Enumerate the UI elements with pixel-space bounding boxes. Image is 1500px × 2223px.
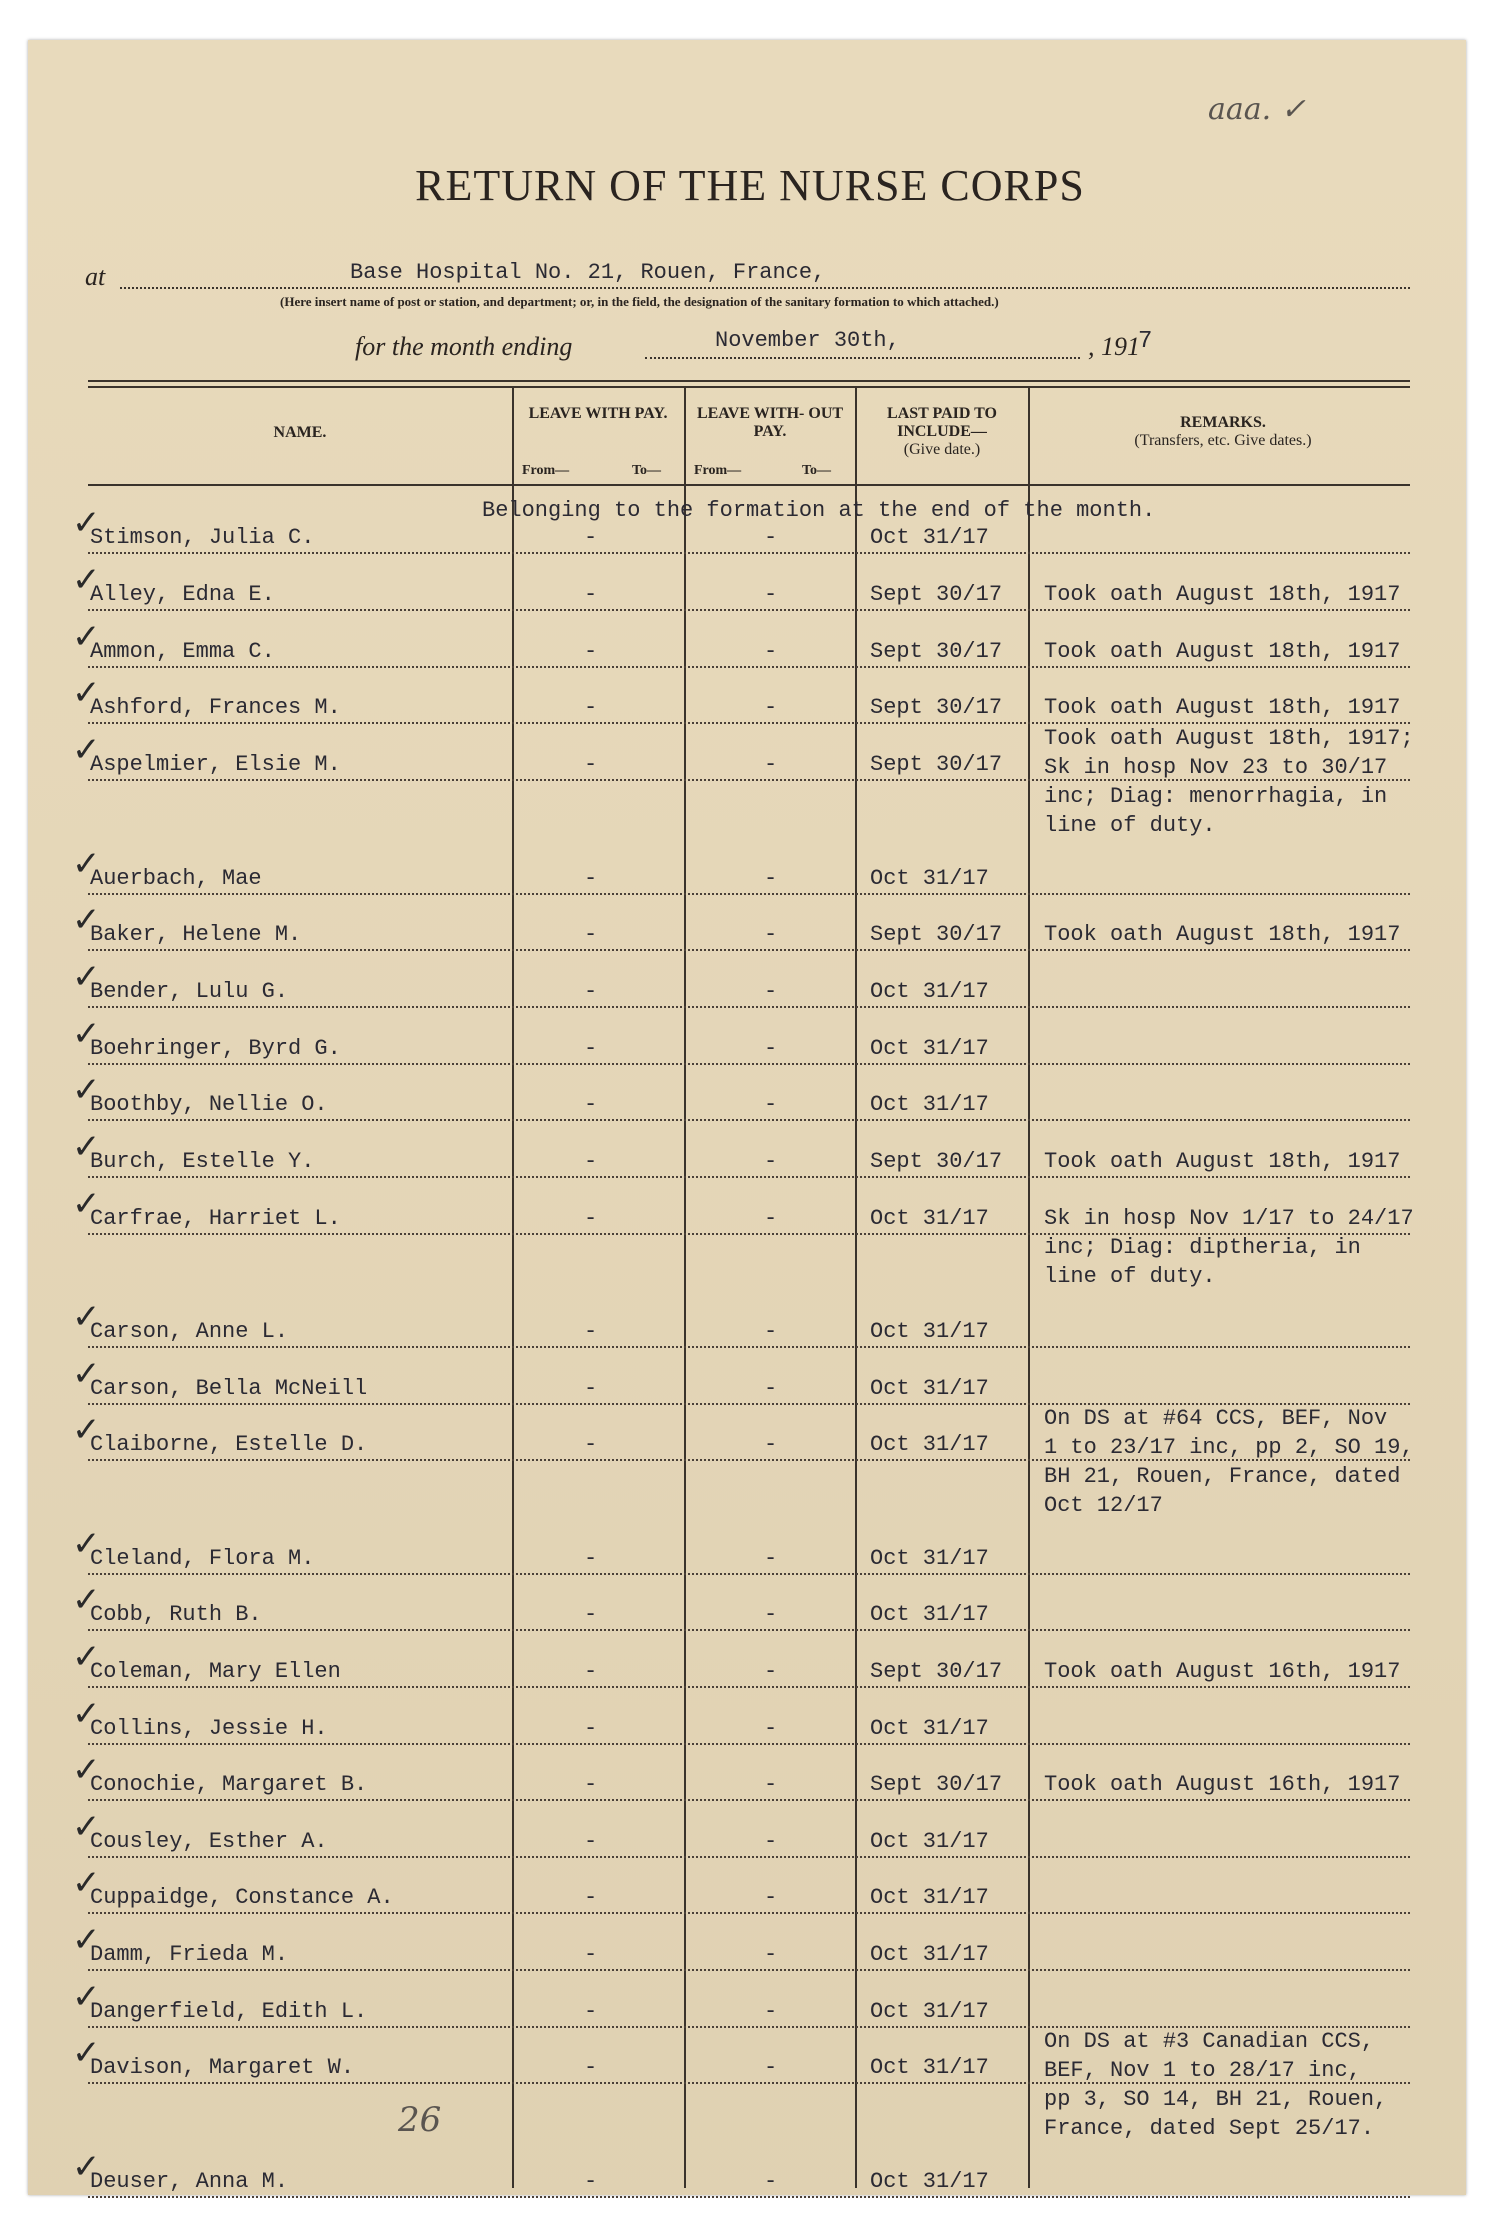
last-paid-date: Oct 31/17 [870, 1829, 989, 1854]
row-rule [88, 1686, 1410, 1688]
nurse-name: Cleland, Flora M. [90, 1546, 315, 1571]
remarks-line: Took oath August 16th, 1917 [1044, 1659, 1401, 1684]
leave-with-pay-dash: - [584, 695, 598, 720]
remarks-line: Took oath August 18th, 1917 [1044, 695, 1401, 720]
station-line [120, 287, 1410, 289]
check-mark-icon: ✓ [72, 1297, 101, 1337]
remarks-line: line of duty. [1044, 813, 1216, 838]
leave-without-pay-dash: - [764, 695, 778, 720]
row-rule [88, 893, 1410, 895]
leave-without-pay-dash: - [764, 1432, 778, 1457]
leave-with-pay-dash: - [584, 1376, 598, 1401]
leave-with-pay-dash: - [584, 2055, 598, 2080]
form-title: RETURN OF THE NURSE CORPS [415, 161, 1085, 210]
leave-without-pay-dash: - [764, 922, 778, 947]
row-rule [88, 1459, 1410, 1461]
nurse-name: Deuser, Anna M. [90, 2169, 289, 2194]
leave-without-pay-dash: - [764, 1716, 778, 1741]
nurse-name: Boothby, Nellie O. [90, 1092, 328, 1117]
leave-without-pay-dash: - [764, 1772, 778, 1797]
last-paid-date: Sept 30/17 [870, 582, 1003, 607]
row-rule [88, 552, 1410, 554]
remarks-line: Took oath August 18th, 1917 [1044, 1149, 1401, 1174]
leave-with-pay-dash: - [584, 922, 598, 947]
leave-without-pay-dash: - [764, 1036, 778, 1061]
last-paid-date: Sept 30/17 [870, 922, 1003, 947]
row-rule [88, 949, 1410, 951]
leave-with-pay-dash: - [584, 1942, 598, 1967]
col-header-last-paid-sub: (Give date.) [903, 441, 981, 458]
leave-with-pay-dash: - [584, 1829, 598, 1854]
row-rule [88, 609, 1410, 611]
col-header-leave-with-pay: LEAVE WITH PAY. [528, 405, 668, 422]
leave-with-pay-dash: - [584, 1772, 598, 1797]
leave-without-pay-dash: - [764, 1659, 778, 1684]
last-paid-date: Sept 30/17 [870, 752, 1003, 777]
check-mark-icon: ✓ [72, 1014, 101, 1054]
leave-with-pay-dash: - [584, 1885, 598, 1910]
nurse-name: Carson, Bella McNeill [90, 1376, 368, 1401]
leave-without-pay-dash: - [764, 1546, 778, 1571]
row-rule [88, 2082, 1410, 2084]
check-mark-icon: ✓ [72, 1694, 101, 1734]
nurse-name: Claiborne, Estelle D. [90, 1432, 368, 1457]
check-mark-icon: ✓ [72, 1920, 101, 1960]
check-mark-icon: ✓ [72, 730, 101, 770]
leave-without-pay-dash: - [764, 1885, 778, 1910]
nurse-name: Aspelmier, Elsie M. [90, 752, 341, 777]
check-mark-icon: ✓ [72, 957, 101, 997]
last-paid-date: Oct 31/17 [870, 1602, 989, 1627]
check-mark-icon: ✓ [72, 1354, 101, 1394]
nopay-from: From— [694, 463, 742, 478]
row-rule [88, 1969, 1410, 1971]
remarks-line: Sk in hosp Nov 1/17 to 24/17 [1044, 1206, 1414, 1231]
remarks-line: Sk in hosp Nov 23 to 30/17 [1044, 755, 1388, 780]
row-rule [88, 1346, 1410, 1348]
leave-with-pay-dash: - [584, 1206, 598, 1231]
last-paid-date: Oct 31/17 [870, 1206, 989, 1231]
leave-with-pay-dash: - [584, 979, 598, 1004]
leave-with-pay-dash: - [584, 1319, 598, 1344]
leave-with-pay-dash: - [584, 752, 598, 777]
nurse-name: Damm, Frieda M. [90, 1942, 289, 1967]
last-paid-date: Sept 30/17 [870, 695, 1003, 720]
nopay-to: To— [802, 463, 832, 478]
nurse-name: Burch, Estelle Y. [90, 1149, 315, 1174]
last-paid-date: Oct 31/17 [870, 1036, 989, 1061]
month-value: November 30th, [715, 328, 900, 353]
leave-with-pay-dash: - [584, 1149, 598, 1174]
check-mark-icon: ✓ [72, 2033, 101, 2073]
nurse-name: Carson, Anne L. [90, 1319, 289, 1344]
leave-with-pay-dash: - [584, 1036, 598, 1061]
row-rule [88, 1119, 1410, 1121]
nurse-name: Ammon, Emma C. [90, 639, 275, 664]
last-paid-date: Oct 31/17 [870, 1546, 989, 1571]
leave-without-pay-dash: - [764, 1149, 778, 1174]
leave-without-pay-dash: - [764, 525, 778, 550]
nurse-name: Bender, Lulu G. [90, 979, 289, 1004]
col-header-remarks-sub: (Transfers, etc. Give dates.) [1134, 432, 1312, 449]
section-heading: Belonging to the formation at the end of the month. [482, 498, 1156, 523]
check-mark-icon: ✓ [72, 560, 101, 600]
col-divider-nopay [855, 388, 857, 2188]
nurse-name: Ashford, Frances M. [90, 695, 341, 720]
leave-with-pay-dash: - [584, 1659, 598, 1684]
row-rule [88, 1573, 1410, 1575]
year-digit: 7 [1138, 328, 1153, 355]
row-rule [88, 1743, 1410, 1745]
station-note: (Here insert name of post or station, and department; or, in the field, the designation of the sanitary formation to which attached.) [280, 294, 999, 309]
remarks-line: pp 3, SO 14, BH 21, Rouen, [1044, 2087, 1388, 2112]
leave-without-pay-dash: - [764, 1942, 778, 1967]
remarks-line: Took oath August 18th, 1917 [1044, 639, 1401, 664]
table-top-rule-2 [88, 386, 1410, 388]
check-mark-icon: ✓ [72, 1070, 101, 1110]
col-header-remarks [1036, 414, 1410, 450]
leave-with-pay-dash: - [584, 1432, 598, 1457]
check-mark-icon: ✓ [72, 503, 101, 543]
row-rule [88, 1799, 1410, 1801]
remarks-line: BH 21, Rouen, France, dated [1044, 1464, 1401, 1489]
leave-with-pay-dash: - [584, 639, 598, 664]
row-rule [88, 1403, 1410, 1405]
leave-with-pay-dash: - [584, 1716, 598, 1741]
month-label: for the month ending [355, 332, 573, 361]
last-paid-date: Oct 31/17 [870, 1376, 989, 1401]
leave-without-pay-dash: - [764, 582, 778, 607]
remarks-line: Took oath August 18th, 1917; [1044, 726, 1414, 751]
check-mark-icon: ✓ [72, 1580, 101, 1620]
nurse-name: Alley, Edna E. [90, 582, 275, 607]
leave-with-pay-dash: - [584, 1092, 598, 1117]
row-rule [88, 1233, 1410, 1235]
last-paid-date: Oct 31/17 [870, 1092, 989, 1117]
row-rule [88, 2196, 1410, 2198]
last-paid-date: Oct 31/17 [870, 1716, 989, 1741]
last-paid-date: Oct 31/17 [870, 525, 989, 550]
remarks-line: Took oath August 18th, 1917 [1044, 922, 1401, 947]
nurse-name: Auerbach, Mae [90, 866, 262, 891]
row-rule [88, 666, 1410, 668]
row-rule [88, 779, 1410, 781]
leave-without-pay-dash: - [764, 866, 778, 891]
nurse-name: Cousley, Esther A. [90, 1829, 328, 1854]
row-rule [88, 1856, 1410, 1858]
col-header-name: NAME. [273, 424, 327, 441]
leave-without-pay-dash: - [764, 2055, 778, 2080]
check-mark-icon: ✓ [72, 1637, 101, 1677]
check-mark-icon: ✓ [72, 900, 101, 940]
nurse-name: Cuppaidge, Constance A. [90, 1885, 394, 1910]
check-mark-icon: ✓ [72, 1750, 101, 1790]
remarks-line: On DS at #3 Canadian CCS, [1044, 2029, 1375, 2054]
last-paid-date: Oct 31/17 [870, 1885, 989, 1910]
month-line [645, 357, 1080, 359]
check-mark-icon: ✓ [72, 1127, 101, 1167]
leave-without-pay-dash: - [764, 1319, 778, 1344]
col-divider-name [512, 388, 514, 2188]
check-mark-icon: ✓ [72, 1863, 101, 1903]
remarks-line: 1 to 23/17 inc, pp 2, SO 19, [1044, 1435, 1414, 1460]
col-header-last-paid-label: LAST PAID TO INCLUDE— [887, 405, 997, 440]
leave-without-pay-dash: - [764, 1376, 778, 1401]
col-header-leave-without-pay: LEAVE WITH- OUT PAY. [696, 405, 844, 440]
leave-with-pay-dash: - [584, 582, 598, 607]
leave-without-pay-dash: - [764, 1999, 778, 2024]
nurse-name: Davison, Margaret W. [90, 2055, 355, 2080]
row-rule [88, 1006, 1410, 1008]
leave-without-pay-dash: - [764, 1602, 778, 1627]
nurse-name: Baker, Helene M. [90, 922, 302, 947]
leave-with-pay-dash: - [584, 525, 598, 550]
row-rule [88, 2026, 1410, 2028]
pencil-note: 26 [398, 2100, 442, 2140]
nurse-name: Conochie, Margaret B. [90, 1772, 368, 1797]
last-paid-date: Oct 31/17 [870, 1999, 989, 2024]
table-top-rule [88, 380, 1410, 382]
check-mark-icon: ✓ [72, 617, 101, 657]
last-paid-date: Oct 31/17 [870, 979, 989, 1004]
leave-with-pay-dash: - [584, 866, 598, 891]
remarks-line: France, dated Sept 25/17. [1044, 2116, 1375, 2141]
remarks-line: BEF, Nov 1 to 28/17 inc, [1044, 2058, 1361, 2083]
leave-without-pay-dash: - [764, 1829, 778, 1854]
header-bottom-rule [88, 484, 1410, 486]
check-mark-icon: ✓ [72, 1410, 101, 1450]
last-paid-date: Oct 31/17 [870, 2169, 989, 2194]
check-mark-icon: ✓ [72, 844, 101, 884]
remarks-line: On DS at #64 CCS, BEF, Nov [1044, 1406, 1388, 1431]
nurse-name: Coleman, Mary Ellen [90, 1659, 341, 1684]
col-header-last-paid [862, 405, 1022, 459]
leave-without-pay-dash: - [764, 752, 778, 777]
remarks-line: Took oath August 16th, 1917 [1044, 1772, 1401, 1797]
leave-with-pay-dash: - [584, 1602, 598, 1627]
last-paid-date: Oct 31/17 [870, 866, 989, 891]
row-rule [88, 1912, 1410, 1914]
col-divider-pay [684, 388, 686, 2188]
check-mark-icon: ✓ [72, 1524, 101, 1564]
col-divider-paid [1028, 388, 1030, 2188]
pay-to: To— [632, 463, 662, 478]
last-paid-date: Oct 31/17 [870, 1319, 989, 1344]
remarks-line: line of duty. [1044, 1264, 1216, 1289]
last-paid-date: Sept 30/17 [870, 1772, 1003, 1797]
row-rule [88, 722, 1410, 724]
leave-without-pay-dash: - [764, 1206, 778, 1231]
nurse-name: Carfrae, Harriet L. [90, 1206, 341, 1231]
leave-with-pay-dash: - [584, 2169, 598, 2194]
year-label: , 191 [1088, 332, 1140, 361]
row-rule [88, 1063, 1410, 1065]
last-paid-date: Oct 31/17 [870, 1942, 989, 1967]
row-rule [88, 1629, 1410, 1631]
row-rule [88, 1176, 1410, 1178]
document-page [28, 40, 1466, 2195]
at-label: at [85, 262, 106, 291]
last-paid-date: Sept 30/17 [870, 1149, 1003, 1174]
corner-pencil-mark: aaa. ✓ [1208, 92, 1306, 127]
leave-with-pay-dash: - [584, 1999, 598, 2024]
remarks-line: Took oath August 18th, 1917 [1044, 582, 1401, 607]
leave-without-pay-dash: - [764, 979, 778, 1004]
check-mark-icon: ✓ [72, 1184, 101, 1224]
check-mark-icon: ✓ [72, 673, 101, 713]
last-paid-date: Sept 30/17 [870, 1659, 1003, 1684]
nurse-name: Stimson, Julia C. [90, 525, 315, 550]
pay-from: From— [522, 463, 570, 478]
nurse-name: Boehringer, Byrd G. [90, 1036, 341, 1061]
check-mark-icon: ✓ [72, 2147, 101, 2187]
last-paid-date: Oct 31/17 [870, 2055, 989, 2080]
nurse-name: Cobb, Ruth B. [90, 1602, 262, 1627]
leave-without-pay-dash: - [764, 639, 778, 664]
last-paid-date: Oct 31/17 [870, 1432, 989, 1457]
leave-with-pay-dash: - [584, 1546, 598, 1571]
remarks-line: Oct 12/17 [1044, 1493, 1163, 1518]
last-paid-date: Sept 30/17 [870, 639, 1003, 664]
nurse-name: Collins, Jessie H. [90, 1716, 328, 1741]
station-value: Base Hospital No. 21, Rouen, France, [350, 260, 826, 285]
col-header-remarks-label: REMARKS. [1180, 414, 1266, 431]
check-mark-icon: ✓ [72, 1807, 101, 1847]
nurse-name: Dangerfield, Edith L. [90, 1999, 368, 2024]
remarks-line: inc; Diag: menorrhagia, in [1044, 784, 1388, 809]
check-mark-icon: ✓ [72, 1977, 101, 2017]
leave-without-pay-dash: - [764, 2169, 778, 2194]
remarks-line: inc; Diag: diptheria, in [1044, 1235, 1361, 1260]
leave-without-pay-dash: - [764, 1092, 778, 1117]
